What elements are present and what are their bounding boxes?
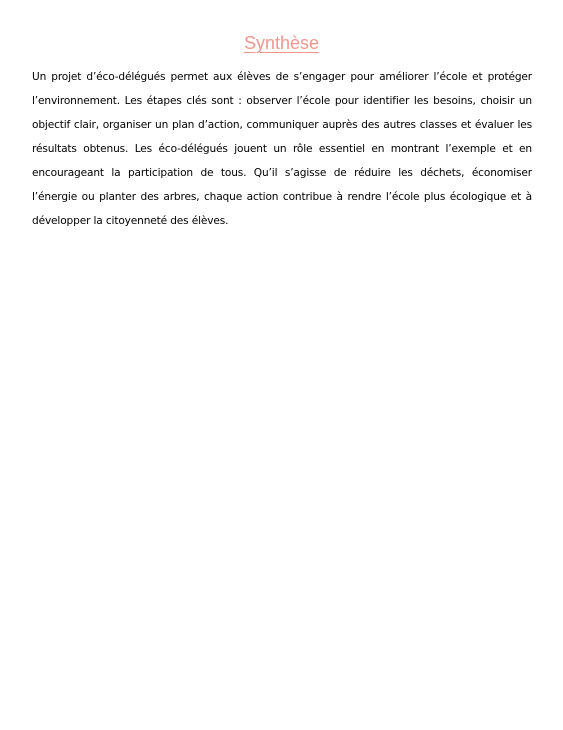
body-paragraph: Un projet d’éco-délégués permet aux élèves de s’engager pour améliorer l’école et protéger l’environnement. Les étapes clés sont : observer l’école pour identifier les besoins, choisir un objectif clair, organiser un plan d’action, communiquer auprès des autres classes et évaluer les résultats obtenus. Les éco-délégués jouent un rôle essentiel en montrant l’exemple et en encourageant la participation de tous. Qu’il s’agisse de réduire les déchets, économiser l’énergie ou planter des arbres, chaque action contribue à rendre l’école plus écologique et à développer la citoyenneté des élèves. xyxy=(32,71,532,227)
page-title: Synthèse xyxy=(243,33,320,53)
